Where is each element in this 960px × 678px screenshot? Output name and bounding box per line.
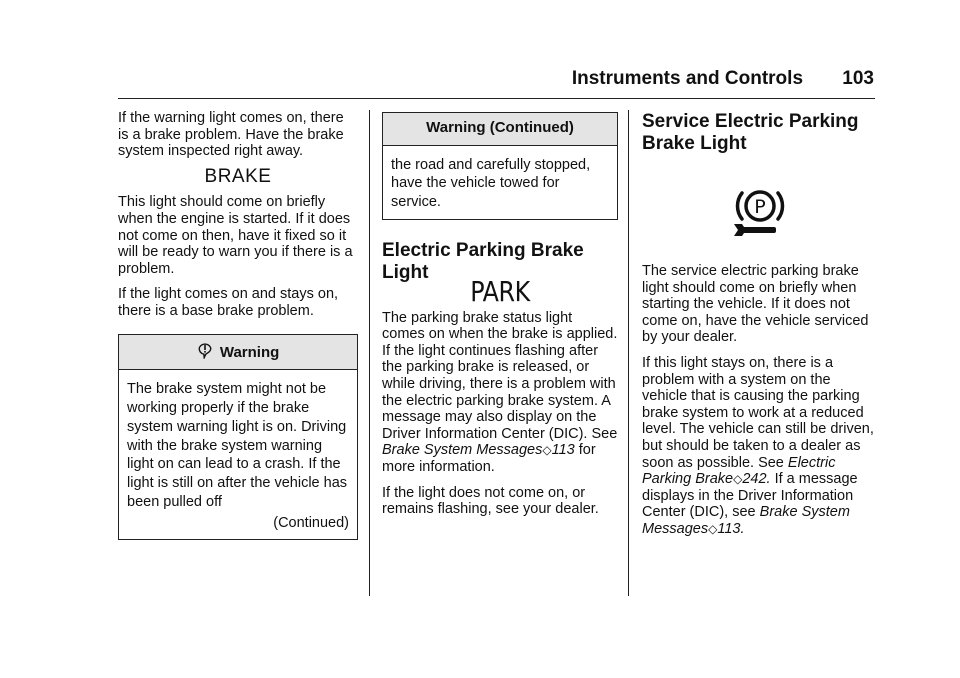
svg-text:P: P <box>754 196 766 218</box>
warning-continued-header: Warning (Continued) <box>383 113 617 146</box>
column-divider-1 <box>369 110 370 596</box>
paragraph: If the light comes on and stays on, there is a base brake problem. <box>118 286 339 319</box>
paragraph: The parking brake status light comes on when the brake is applied. If the light continues flashing after the parking brake is released, or while driving, there is a problem with the electric parking brake system. A message may also display on the Driver Information Center (DIC). See Brake System Messages◇113 for more information. <box>382 309 618 475</box>
column-3 <box>642 110 878 547</box>
column-divider-2 <box>628 110 629 596</box>
chapter-title: Instruments and Controls <box>571 68 804 89</box>
brake-indicator-label: BRAKE <box>204 165 272 187</box>
xref-page[interactable]: 113. <box>717 520 745 537</box>
page-header <box>0 68 874 90</box>
section-title: Service Electric Parking Brake Light <box>642 111 859 154</box>
warning-continued-body: the road and carefully stopped, have the vehicle towed for service. <box>391 156 591 211</box>
paragraph: If the warning light comes on, there is a brake problem. Have the brake system inspected right away. <box>118 110 344 160</box>
xref-page[interactable]: 113 <box>551 442 575 459</box>
page-ref-icon: ◇ <box>733 472 743 487</box>
park-indicator-label: PARK <box>470 274 530 308</box>
column-2 <box>382 110 618 527</box>
service-parking-brake-icon <box>730 183 790 243</box>
paragraph: If the light does not come on, or remains flashing, see your dealer. <box>382 484 599 518</box>
header-rule <box>118 98 875 99</box>
paragraph: The service electric parking brake light should come on briefly when starting the vehicle. If it does not come on, have the vehicle serviced by your dealer. <box>642 263 869 346</box>
xref-link[interactable]: Electric Parking Brake <box>642 454 836 488</box>
warning-continued-box <box>382 112 618 220</box>
warning-header <box>119 335 357 371</box>
paragraph: This light should come on briefly when the engine is started. If it does not come on then, have it fixed so it will be ready to warn you if there is a problem. <box>118 194 353 277</box>
section-title: Electric Parking Brake Light <box>382 239 584 283</box>
xref-link[interactable]: Brake System Messages <box>642 504 850 537</box>
page-ref-icon: ◇ <box>708 521 718 536</box>
warning-title: Warning <box>219 343 280 361</box>
continued-label: (Continued) <box>273 514 349 531</box>
xref-page[interactable]: 242. <box>742 471 771 488</box>
warning-box <box>118 334 358 540</box>
warning-text: The brake system might not be working properly if the brake system warning light is on. Driving with the brake system warning light on can lead to a crash. If the light is still on after the vehicle has been pulled off <box>127 381 348 510</box>
warning-icon <box>197 342 213 359</box>
xref-link[interactable]: Brake System Messages <box>382 442 543 459</box>
page-ref-icon: ◇ <box>542 443 552 458</box>
warning-body <box>119 370 357 538</box>
page-number: 103 <box>842 68 874 89</box>
icon-container <box>642 183 878 243</box>
paragraph: If this light stays on, there is a problem with a system on the vehicle that is causing the parking brake system to work at a reduced level. The vehicle can still be driven, but should be taken to a dealer as soon as possible. See Electric Parking Brake◇242. If a message displays in the Driver Information Center (DIC), see Brake System Messages◇113. <box>642 354 874 537</box>
column-1 <box>118 110 358 540</box>
